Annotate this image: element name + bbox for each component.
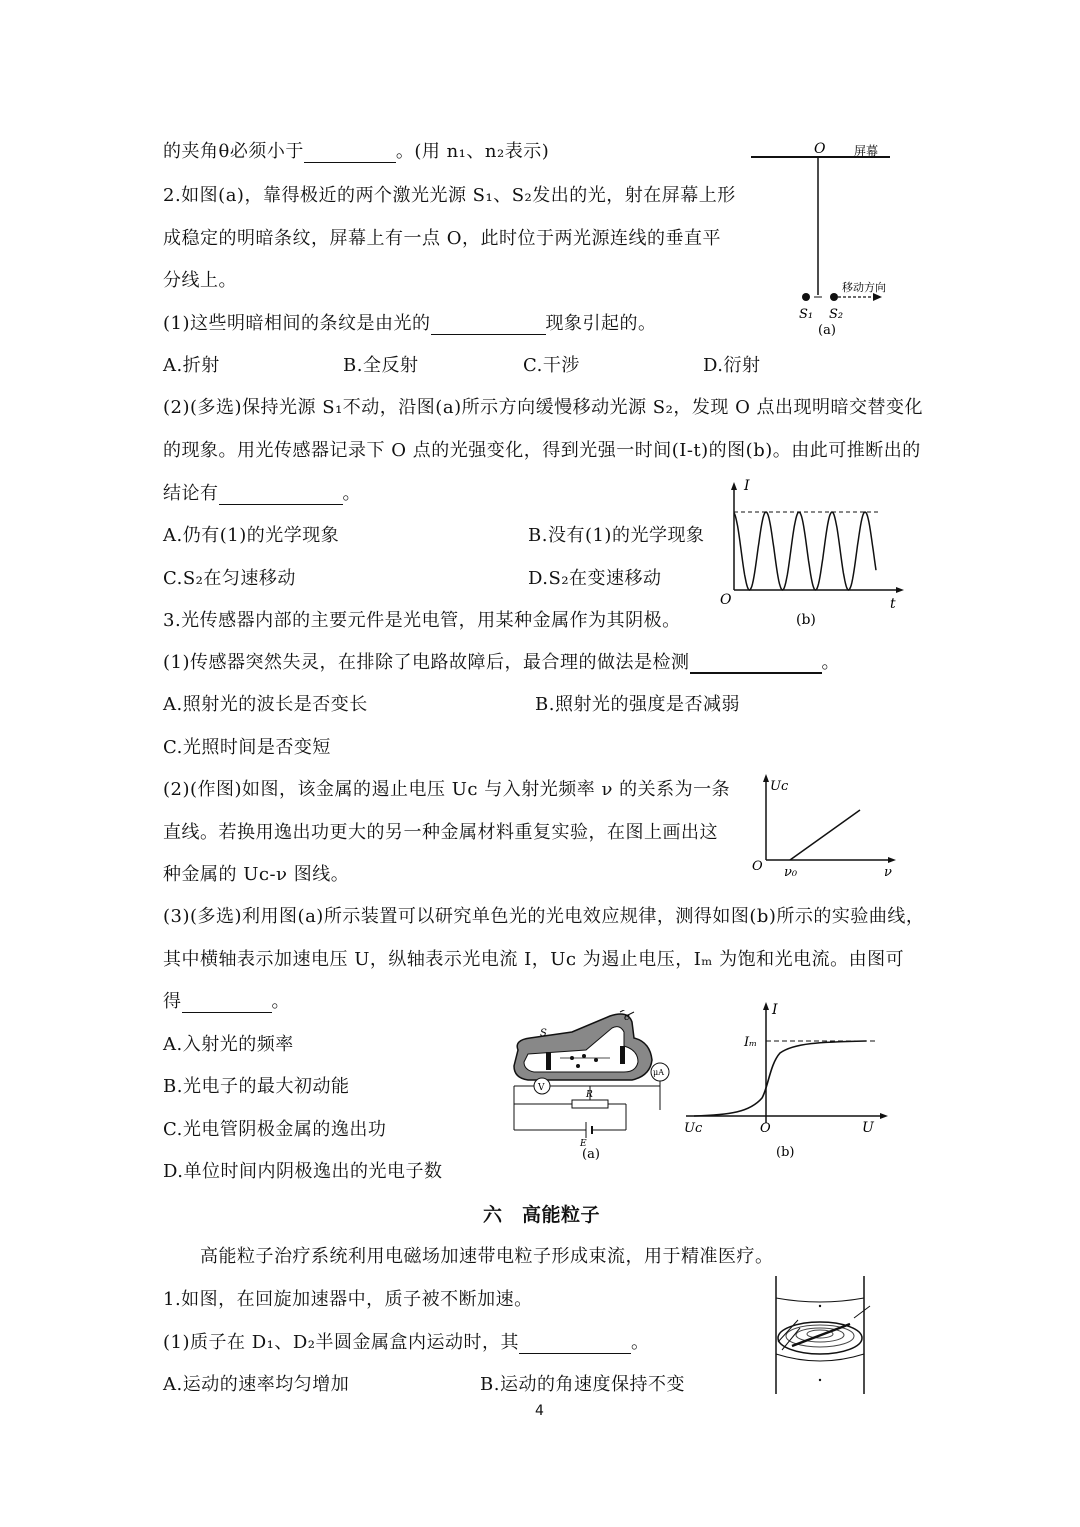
question-3-1 bbox=[163, 652, 840, 674]
label-e: E bbox=[580, 1139, 587, 1149]
option-d: D.衍射 bbox=[703, 355, 761, 376]
svg-text:c: c bbox=[624, 1012, 630, 1023]
question-2-line-1: 2.如图(a)，靠得极近的两个激光光源 S₁、S₂发出的光，射在屏幕上形 bbox=[163, 185, 736, 206]
text: (1)质子在 D₁、D₂半圆金属盒内运动时，其 bbox=[163, 1332, 520, 1353]
answer-blank[interactable] bbox=[182, 994, 272, 1013]
text: 。(用 n₁、n₂表示) bbox=[395, 141, 550, 162]
question-3-line-1: 3.光传感器内部的主要元件是光电管，用某种金属作为其阴极。 bbox=[163, 610, 681, 631]
text: 得 bbox=[163, 991, 182, 1012]
figure-cyclotron bbox=[770, 1276, 880, 1396]
answer-blank[interactable] bbox=[431, 316, 546, 335]
option-a: A.折射 bbox=[163, 355, 220, 376]
figure-double-source bbox=[748, 135, 898, 345]
axis-u: U bbox=[862, 1120, 874, 1136]
text: 的夹角θ必须小于 bbox=[163, 141, 304, 162]
caption: (a) bbox=[582, 1147, 600, 1160]
axis-v: ν bbox=[884, 865, 892, 880]
option-c: C.S₂在匀速移动 bbox=[163, 568, 296, 589]
option-a: A.入射光的频率 bbox=[163, 1034, 294, 1055]
question-2-2-line-2: 的现象。用光传感器记录下 O 点的光强变化，得到光强一时间(I-t)的图(b)。由此可推断出的 bbox=[163, 440, 921, 461]
caption: (b) bbox=[796, 612, 816, 628]
figure-intensity-time bbox=[716, 478, 906, 633]
question-2-2-line-1: (2)(多选)保持光源 S₁不动，沿图(a)所示方向缓慢移动光源 S₂，发现 O 点出现明暗交替变化 bbox=[163, 397, 924, 418]
text: 。 bbox=[821, 652, 840, 673]
caption: (a) bbox=[818, 323, 836, 338]
axis-uc: Uᴄ bbox=[770, 779, 789, 794]
label-microammeter: μA bbox=[653, 1068, 664, 1077]
option-b: B.全反射 bbox=[343, 355, 419, 376]
label-move-direction: 移动方向 bbox=[842, 281, 886, 294]
answer-blank[interactable] bbox=[519, 1335, 631, 1354]
option-b: B.没有(1)的光学现象 bbox=[528, 525, 705, 546]
question-3-3-line-3 bbox=[163, 991, 290, 1013]
question-2-line-2: 成稳定的明暗条纹，屏幕上有一点 O，此时位于两光源连线的垂直平 bbox=[163, 228, 721, 249]
axis-t: t bbox=[890, 596, 896, 612]
label-s2: S₂ bbox=[829, 307, 844, 322]
figure-uc-frequency bbox=[748, 772, 898, 882]
answer-blank[interactable] bbox=[219, 486, 343, 505]
axis-i: I bbox=[744, 478, 750, 494]
option-c: C.光电管阴极金属的逸出功 bbox=[163, 1119, 387, 1140]
question-3-3-line-1: (3)(多选)利用图(a)所示装置可以研究单色光的光电效应规律，测得如图(b)所示的实验曲线， bbox=[163, 906, 925, 927]
origin: O bbox=[752, 859, 763, 874]
figure-phototube-circuit bbox=[500, 1010, 680, 1160]
answer-blank[interactable] bbox=[304, 144, 396, 163]
axis-i: I bbox=[772, 1002, 778, 1018]
option-b: B.照射光的强度是否减弱 bbox=[535, 694, 740, 715]
label-uc: Uᴄ bbox=[684, 1121, 703, 1136]
question-3-2-line-3: 种金属的 Uᴄ-ν 图线。 bbox=[163, 864, 350, 885]
label-voltmeter: V bbox=[538, 1083, 545, 1093]
section-intro: 高能粒子治疗系统利用电磁场加速带电粒子形成束流，用于精准医疗。 bbox=[200, 1246, 774, 1267]
origin: O bbox=[720, 592, 732, 608]
option-a: A.运动的速率均匀增加 bbox=[163, 1374, 350, 1395]
option-d: D.S₂在变速移动 bbox=[528, 568, 662, 589]
question-1-1 bbox=[163, 1332, 650, 1354]
origin: O bbox=[760, 1121, 771, 1136]
question-1: 1.如图，在回旋加速器中，质子被不断加速。 bbox=[163, 1289, 533, 1310]
question-2-1 bbox=[163, 313, 657, 335]
question-3-2-line-1: (2)(作图)如图，该金属的遏止电压 Uᴄ 与入射光频率 ν 的关系为一条 bbox=[163, 779, 731, 800]
text: 。 bbox=[271, 991, 290, 1012]
label-s1: S₁ bbox=[799, 307, 814, 322]
text: 结论有 bbox=[163, 483, 219, 504]
figure-photocurrent-voltage bbox=[680, 998, 890, 1163]
text: 现象引起的。 bbox=[545, 313, 657, 334]
option-c: C.光照时间是否变短 bbox=[163, 737, 331, 758]
label-screen: 屏幕 bbox=[854, 144, 879, 158]
option-b: B.运动的角速度保持不变 bbox=[480, 1374, 685, 1395]
option-c: C.干涉 bbox=[523, 355, 580, 376]
label-r: R bbox=[586, 1090, 593, 1100]
label-o: O bbox=[814, 141, 826, 157]
text: (1)传感器突然失灵，在排除了电路故障后，最合理的做法是检测 bbox=[163, 652, 690, 673]
label-im: Iₘ bbox=[744, 1035, 758, 1050]
question-2-2-line-3 bbox=[163, 483, 361, 505]
label-v0: ν₀ bbox=[784, 865, 798, 880]
label-s: S bbox=[540, 1028, 547, 1039]
answer-blank[interactable] bbox=[690, 654, 822, 674]
question-3-2-line-2: 直线。若换用逸出功更大的另一种金属材料重复实验，在图上画出这 bbox=[163, 822, 718, 843]
caption: (b) bbox=[776, 1145, 795, 1160]
text: (1)这些明暗相间的条纹是由光的 bbox=[163, 313, 431, 334]
section-title: 六 高能粒子 bbox=[483, 1204, 601, 1226]
page-number: 4 bbox=[535, 1403, 544, 1419]
option-a: A.照射光的波长是否变长 bbox=[163, 694, 368, 715]
text: 。 bbox=[631, 1332, 650, 1353]
option-b: B.光电子的最大初动能 bbox=[163, 1076, 350, 1097]
option-a: A.仍有(1)的光学现象 bbox=[163, 525, 340, 546]
question-2-line-3: 分线上。 bbox=[163, 270, 237, 291]
option-d: D.单位时间内阴极逸出的光电子数 bbox=[163, 1161, 443, 1182]
question-3-3-line-2: 其中横轴表示加速电压 U，纵轴表示光电流 I，Uᴄ 为遏止电压，Iₘ 为饱和光电流。由图可 bbox=[163, 949, 905, 970]
text: 。 bbox=[342, 483, 361, 504]
question-line bbox=[163, 141, 549, 163]
